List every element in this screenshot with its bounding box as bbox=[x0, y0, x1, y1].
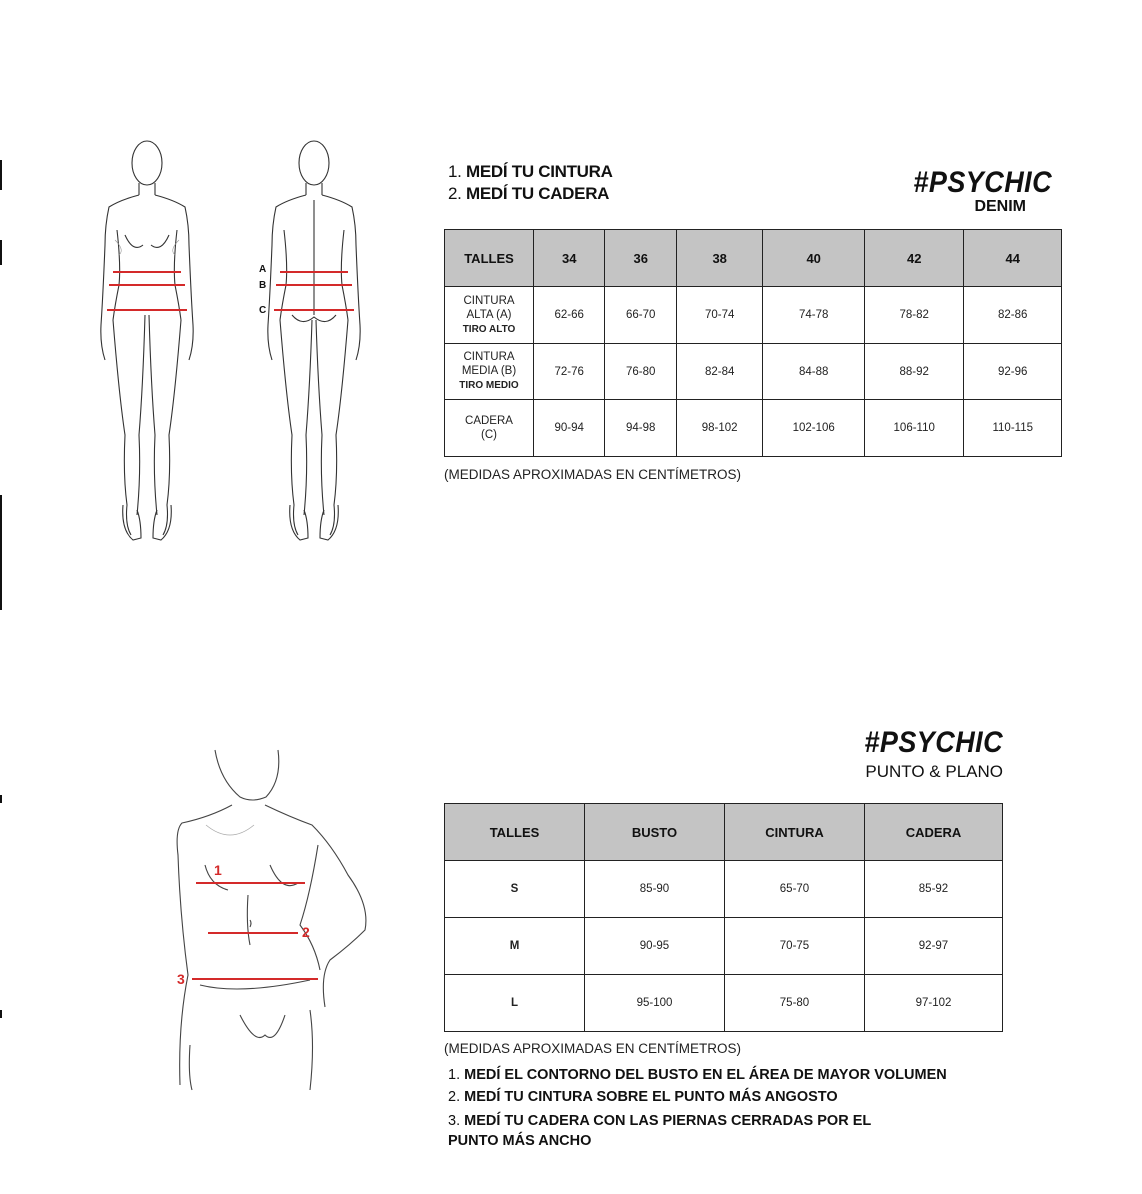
table-cell: 74-78 bbox=[763, 287, 865, 344]
denim-brand-block bbox=[898, 166, 1052, 216]
table-cell: 102-106 bbox=[763, 400, 865, 457]
label-b: B bbox=[259, 280, 267, 291]
row-label: CINTURA ALTA (A) TIRO ALTO bbox=[445, 287, 534, 344]
table-row bbox=[445, 344, 1062, 400]
punto-brand-block bbox=[849, 726, 1003, 782]
denim-brand-logo: #PSYCHIC bbox=[913, 166, 1052, 199]
denim-brand-sub: DENIM bbox=[974, 198, 1026, 215]
row-label: CINTURA MEDIA (B) TIRO MEDIO bbox=[445, 344, 534, 400]
table-cell: 84-88 bbox=[763, 344, 865, 400]
table-header: TALLES bbox=[445, 230, 534, 287]
table-cell: 97-102 bbox=[865, 975, 1003, 1032]
edge-mark bbox=[0, 1010, 2, 1018]
denim-step-1: 1. MEDÍ TU CINTURA bbox=[448, 162, 613, 181]
table-header: 44 bbox=[964, 230, 1062, 287]
table-cell: 85-92 bbox=[865, 861, 1003, 918]
torso-figure bbox=[170, 745, 380, 1095]
table-cell: 88-92 bbox=[864, 344, 964, 400]
table-header: TALLES bbox=[445, 804, 585, 861]
size-label: S bbox=[445, 861, 585, 918]
table-header: CADERA bbox=[865, 804, 1003, 861]
denim-steps bbox=[448, 161, 613, 205]
punto-brand-sub: PUNTO & PLANO bbox=[865, 762, 1003, 781]
instruction-2: 2. MEDÍ TU CINTURA SOBRE EL PUNTO MÁS ANGOSTO bbox=[448, 1089, 838, 1105]
table-cell: 90-95 bbox=[585, 918, 725, 975]
table-cell: 70-75 bbox=[725, 918, 865, 975]
table-cell: 72-76 bbox=[534, 344, 605, 400]
back-body-figure bbox=[262, 135, 367, 550]
instruction-1: 1. MEDÍ EL CONTORNO DEL BUSTO EN EL ÁREA DE MAYOR VOLUMEN bbox=[448, 1067, 947, 1083]
punto-brand-logo: #PSYCHIC bbox=[864, 726, 1003, 759]
label-3: 3 bbox=[177, 971, 185, 987]
table-cell: 110-115 bbox=[964, 400, 1062, 457]
size-label: L bbox=[445, 975, 585, 1032]
table-row bbox=[445, 975, 1003, 1032]
table-cell: 75-80 bbox=[725, 975, 865, 1032]
table-cell: 82-86 bbox=[964, 287, 1062, 344]
punto-size-table bbox=[444, 803, 1003, 1032]
front-body-figure bbox=[95, 135, 200, 550]
table-header: 40 bbox=[763, 230, 865, 287]
edge-mark bbox=[0, 160, 2, 190]
instruction-3-cont: PUNTO MÁS ANCHO bbox=[448, 1133, 592, 1149]
table-cell: 62-66 bbox=[534, 287, 605, 344]
denim-note: (MEDIDAS APROXIMADAS EN CENTÍMETROS) bbox=[444, 467, 742, 482]
table-cell: 65-70 bbox=[725, 861, 865, 918]
table-cell: 78-82 bbox=[864, 287, 964, 344]
size-label: M bbox=[445, 918, 585, 975]
table-header: 38 bbox=[676, 230, 762, 287]
denim-step-2: 2. MEDÍ TU CADERA bbox=[448, 184, 610, 203]
table-cell: 85-90 bbox=[585, 861, 725, 918]
edge-mark bbox=[0, 495, 2, 610]
table-header: 34 bbox=[534, 230, 605, 287]
row-label: CADERA (C) bbox=[445, 400, 534, 457]
punto-instructions bbox=[448, 1064, 947, 1152]
table-row bbox=[445, 400, 1062, 457]
table-header: BUSTO bbox=[585, 804, 725, 861]
table-header: 36 bbox=[605, 230, 676, 287]
table-cell: 92-96 bbox=[964, 344, 1062, 400]
edge-mark bbox=[0, 795, 2, 803]
label-a: A bbox=[259, 264, 267, 275]
table-cell: 98-102 bbox=[676, 400, 762, 457]
edge-mark bbox=[0, 240, 2, 265]
label-1: 1 bbox=[214, 862, 222, 878]
table-cell: 106-110 bbox=[864, 400, 964, 457]
table-cell: 94-98 bbox=[605, 400, 676, 457]
table-cell: 82-84 bbox=[676, 344, 762, 400]
table-header: 42 bbox=[864, 230, 964, 287]
table-cell: 90-94 bbox=[534, 400, 605, 457]
table-header: CINTURA bbox=[725, 804, 865, 861]
table-cell: 66-70 bbox=[605, 287, 676, 344]
table-cell: 70-74 bbox=[676, 287, 762, 344]
denim-size-table bbox=[444, 229, 1062, 457]
label-c: C bbox=[259, 305, 267, 316]
table-row bbox=[445, 918, 1003, 975]
table-row bbox=[445, 861, 1003, 918]
table-cell: 95-100 bbox=[585, 975, 725, 1032]
label-2: 2 bbox=[302, 924, 310, 940]
instruction-3: 3. MEDÍ TU CADERA CON LAS PIERNAS CERRADAS POR EL bbox=[448, 1113, 872, 1129]
punto-note: (MEDIDAS APROXIMADAS EN CENTÍMETROS) bbox=[444, 1041, 742, 1056]
table-row bbox=[445, 287, 1062, 344]
table-cell: 92-97 bbox=[865, 918, 1003, 975]
table-cell: 76-80 bbox=[605, 344, 676, 400]
